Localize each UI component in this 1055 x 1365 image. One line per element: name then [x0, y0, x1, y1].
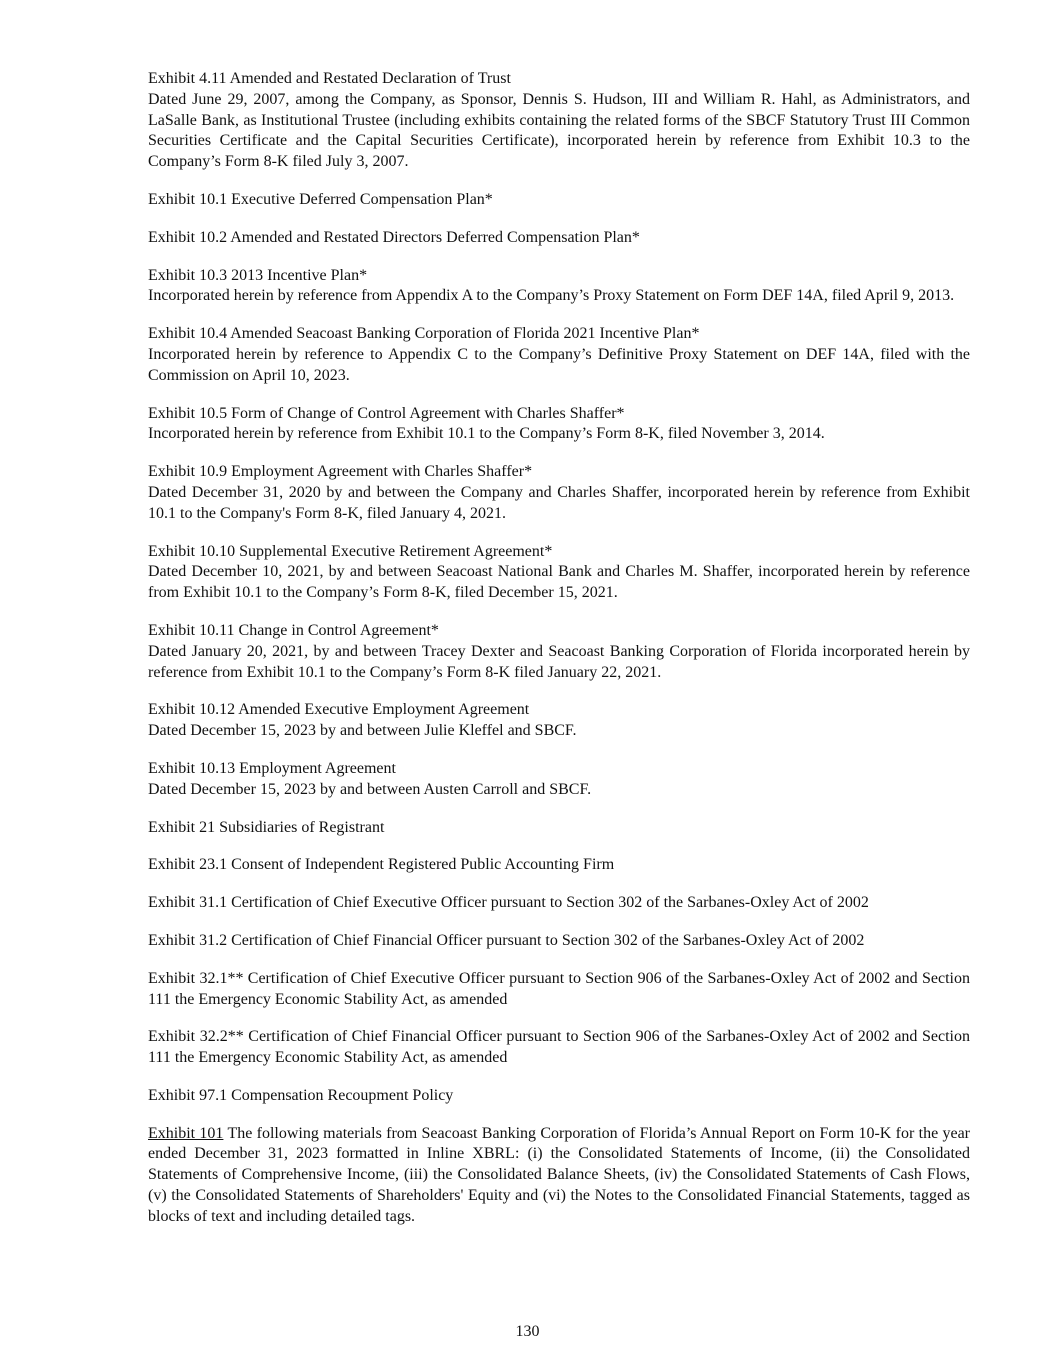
exhibit-title: Exhibit 10.3 2013 Incentive Plan* [148, 266, 368, 284]
exhibit-entry-31-1 [148, 893, 970, 914]
exhibit-title: Exhibit 32.2** Certification of Chief Financial Officer pursuant to Section 906 of the Sarbanes-Oxley Act of 2002 and Section 111 the Emergency Economic Stability Act, as amended [148, 1028, 970, 1067]
exhibit-entry-10-12 [148, 700, 970, 742]
exhibit-title: Exhibit 10.11 Change in Control Agreement* [148, 621, 439, 639]
exhibit-title: Exhibit 32.1** Certification of Chief Executive Officer pursuant to Section 906 of the Sarbanes-Oxley Act of 2002 and Section 111 the Emergency Economic Stability Act, as amended [148, 969, 970, 1008]
exhibit-entry-4-11 [148, 69, 970, 173]
exhibit-description: Dated December 15, 2023 by and between Julie Kleffel and SBCF. [148, 722, 577, 740]
exhibit-entry-32-1 [148, 969, 970, 1011]
exhibit-entry-101 [148, 1124, 970, 1228]
exhibit-description: Dated January 20, 2021, by and between Tracey Dexter and Seacoast Banking Corporation of Florida incorporated herein by reference from Exhibit 10.1 to the Company’s Form 8-K filed January 22, 2021. [148, 642, 970, 681]
exhibit-101-description: The following materials from Seacoast Banking Corporation of Florida’s Annual Report on Form 10-K for the year ended December 31, 2023 formatted in Inline XBRL: (i) the Consolidated Statements of Income, (ii) the Consolidated Statements of Comprehensive Income, (iii) the Consolidated Balance Sheets, (iv) the Consolidated Statements of Cash Flows, (v) the Consolidated Statements of Shareholders' Equity and (vi) the Notes to the Consolidated Financial Statements, tagged as blocks of text and including detailed tags. [148, 1124, 971, 1225]
exhibit-description: Dated December 31, 2020 by and between the Company and Charles Shaffer, incorporated herein by reference from Exhibit 10.1 to the Company's Form 8-K, filed January 4, 2021. [148, 483, 970, 522]
exhibit-entry-10-2 [148, 228, 970, 249]
exhibit-entry-23-1 [148, 855, 970, 876]
exhibit-description: Dated December 10, 2021, by and between Seacoast National Bank and Charles M. Shaffer, incorporated herein by reference from Exhibit 10.1 to the Company’s Form 8-K, filed December 15, 2021. [148, 563, 970, 602]
exhibit-entry-97-1 [148, 1086, 970, 1107]
page-number: 130 [515, 1323, 540, 1340]
exhibit-entry-10-13 [148, 759, 970, 801]
exhibit-entry-21 [148, 818, 970, 839]
exhibit-title: Exhibit 31.2 Certification of Chief Financial Officer pursuant to Section 302 of the Sarbanes-Oxley Act of 2002 [148, 931, 865, 949]
exhibit-list-page [148, 69, 970, 1228]
exhibit-entry-10-10 [148, 542, 970, 604]
exhibit-title: Exhibit 10.13 Employment Agreement [148, 759, 396, 777]
exhibit-title: Exhibit 31.1 Certification of Chief Executive Officer pursuant to Section 302 of the Sarbanes-Oxley Act of 2002 [148, 894, 869, 912]
exhibit-entry-10-3 [148, 266, 970, 308]
exhibit-101-link[interactable]: Exhibit 101 [148, 1124, 224, 1142]
exhibit-entry-31-2 [148, 931, 970, 952]
exhibit-title: Exhibit 10.1 Executive Deferred Compensation Plan* [148, 190, 493, 208]
exhibit-title: Exhibit 10.10 Supplemental Executive Retirement Agreement* [148, 542, 553, 560]
exhibit-entry-10-11 [148, 621, 970, 683]
exhibit-description: Incorporated herein by reference from Exhibit 10.1 to the Company’s Form 8-K, filed November 3, 2014. [148, 425, 825, 443]
exhibit-title: Exhibit 10.4 Amended Seacoast Banking Corporation of Florida 2021 Incentive Plan* [148, 325, 700, 343]
exhibit-title: Exhibit 10.5 Form of Change of Control Agreement with Charles Shaffer* [148, 404, 625, 422]
exhibit-title: Exhibit 21 Subsidiaries of Registrant [148, 818, 385, 836]
exhibit-entry-32-2 [148, 1027, 970, 1069]
exhibit-description: Incorporated herein by reference to Appendix C to the Company’s Definitive Proxy Statement on DEF 14A, filed with the Commission on April 10, 2023. [148, 345, 970, 384]
exhibit-entry-10-1 [148, 190, 970, 211]
exhibit-title: Exhibit 97.1 Compensation Recoupment Policy [148, 1086, 454, 1104]
exhibit-entry-10-5 [148, 404, 970, 446]
exhibit-title: Exhibit 23.1 Consent of Independent Registered Public Accounting Firm [148, 856, 615, 874]
exhibit-title: Exhibit 10.2 Amended and Restated Directors Deferred Compensation Plan* [148, 228, 640, 246]
exhibit-entry-10-4 [148, 324, 970, 386]
exhibit-entry-10-9 [148, 462, 970, 524]
exhibit-description: Dated June 29, 2007, among the Company, as Sponsor, Dennis S. Hudson, III and William R. Hahl, as Administrators, and LaSalle Bank, as Institutional Trustee (including exhibits containing the related forms of the SBCF Statutory Trust III Common Securities Certificate and the Capital Securities Certificate), incorporated herein by reference from Exhibit 10.3 to the Company’s Form 8-K filed July 3, 2007. [148, 90, 970, 171]
exhibit-description: Dated December 15, 2023 by and between Austen Carroll and SBCF. [148, 780, 592, 798]
exhibit-title: Exhibit 10.9 Employment Agreement with Charles Shaffer* [148, 463, 533, 481]
exhibit-title: Exhibit 10.12 Amended Executive Employment Agreement [148, 701, 530, 719]
exhibit-description: Incorporated herein by reference from Appendix A to the Company’s Proxy Statement on Form DEF 14A, filed April 9, 2013. [148, 287, 955, 305]
exhibit-title: Exhibit 4.11 Amended and Restated Declaration of Trust [148, 70, 511, 87]
